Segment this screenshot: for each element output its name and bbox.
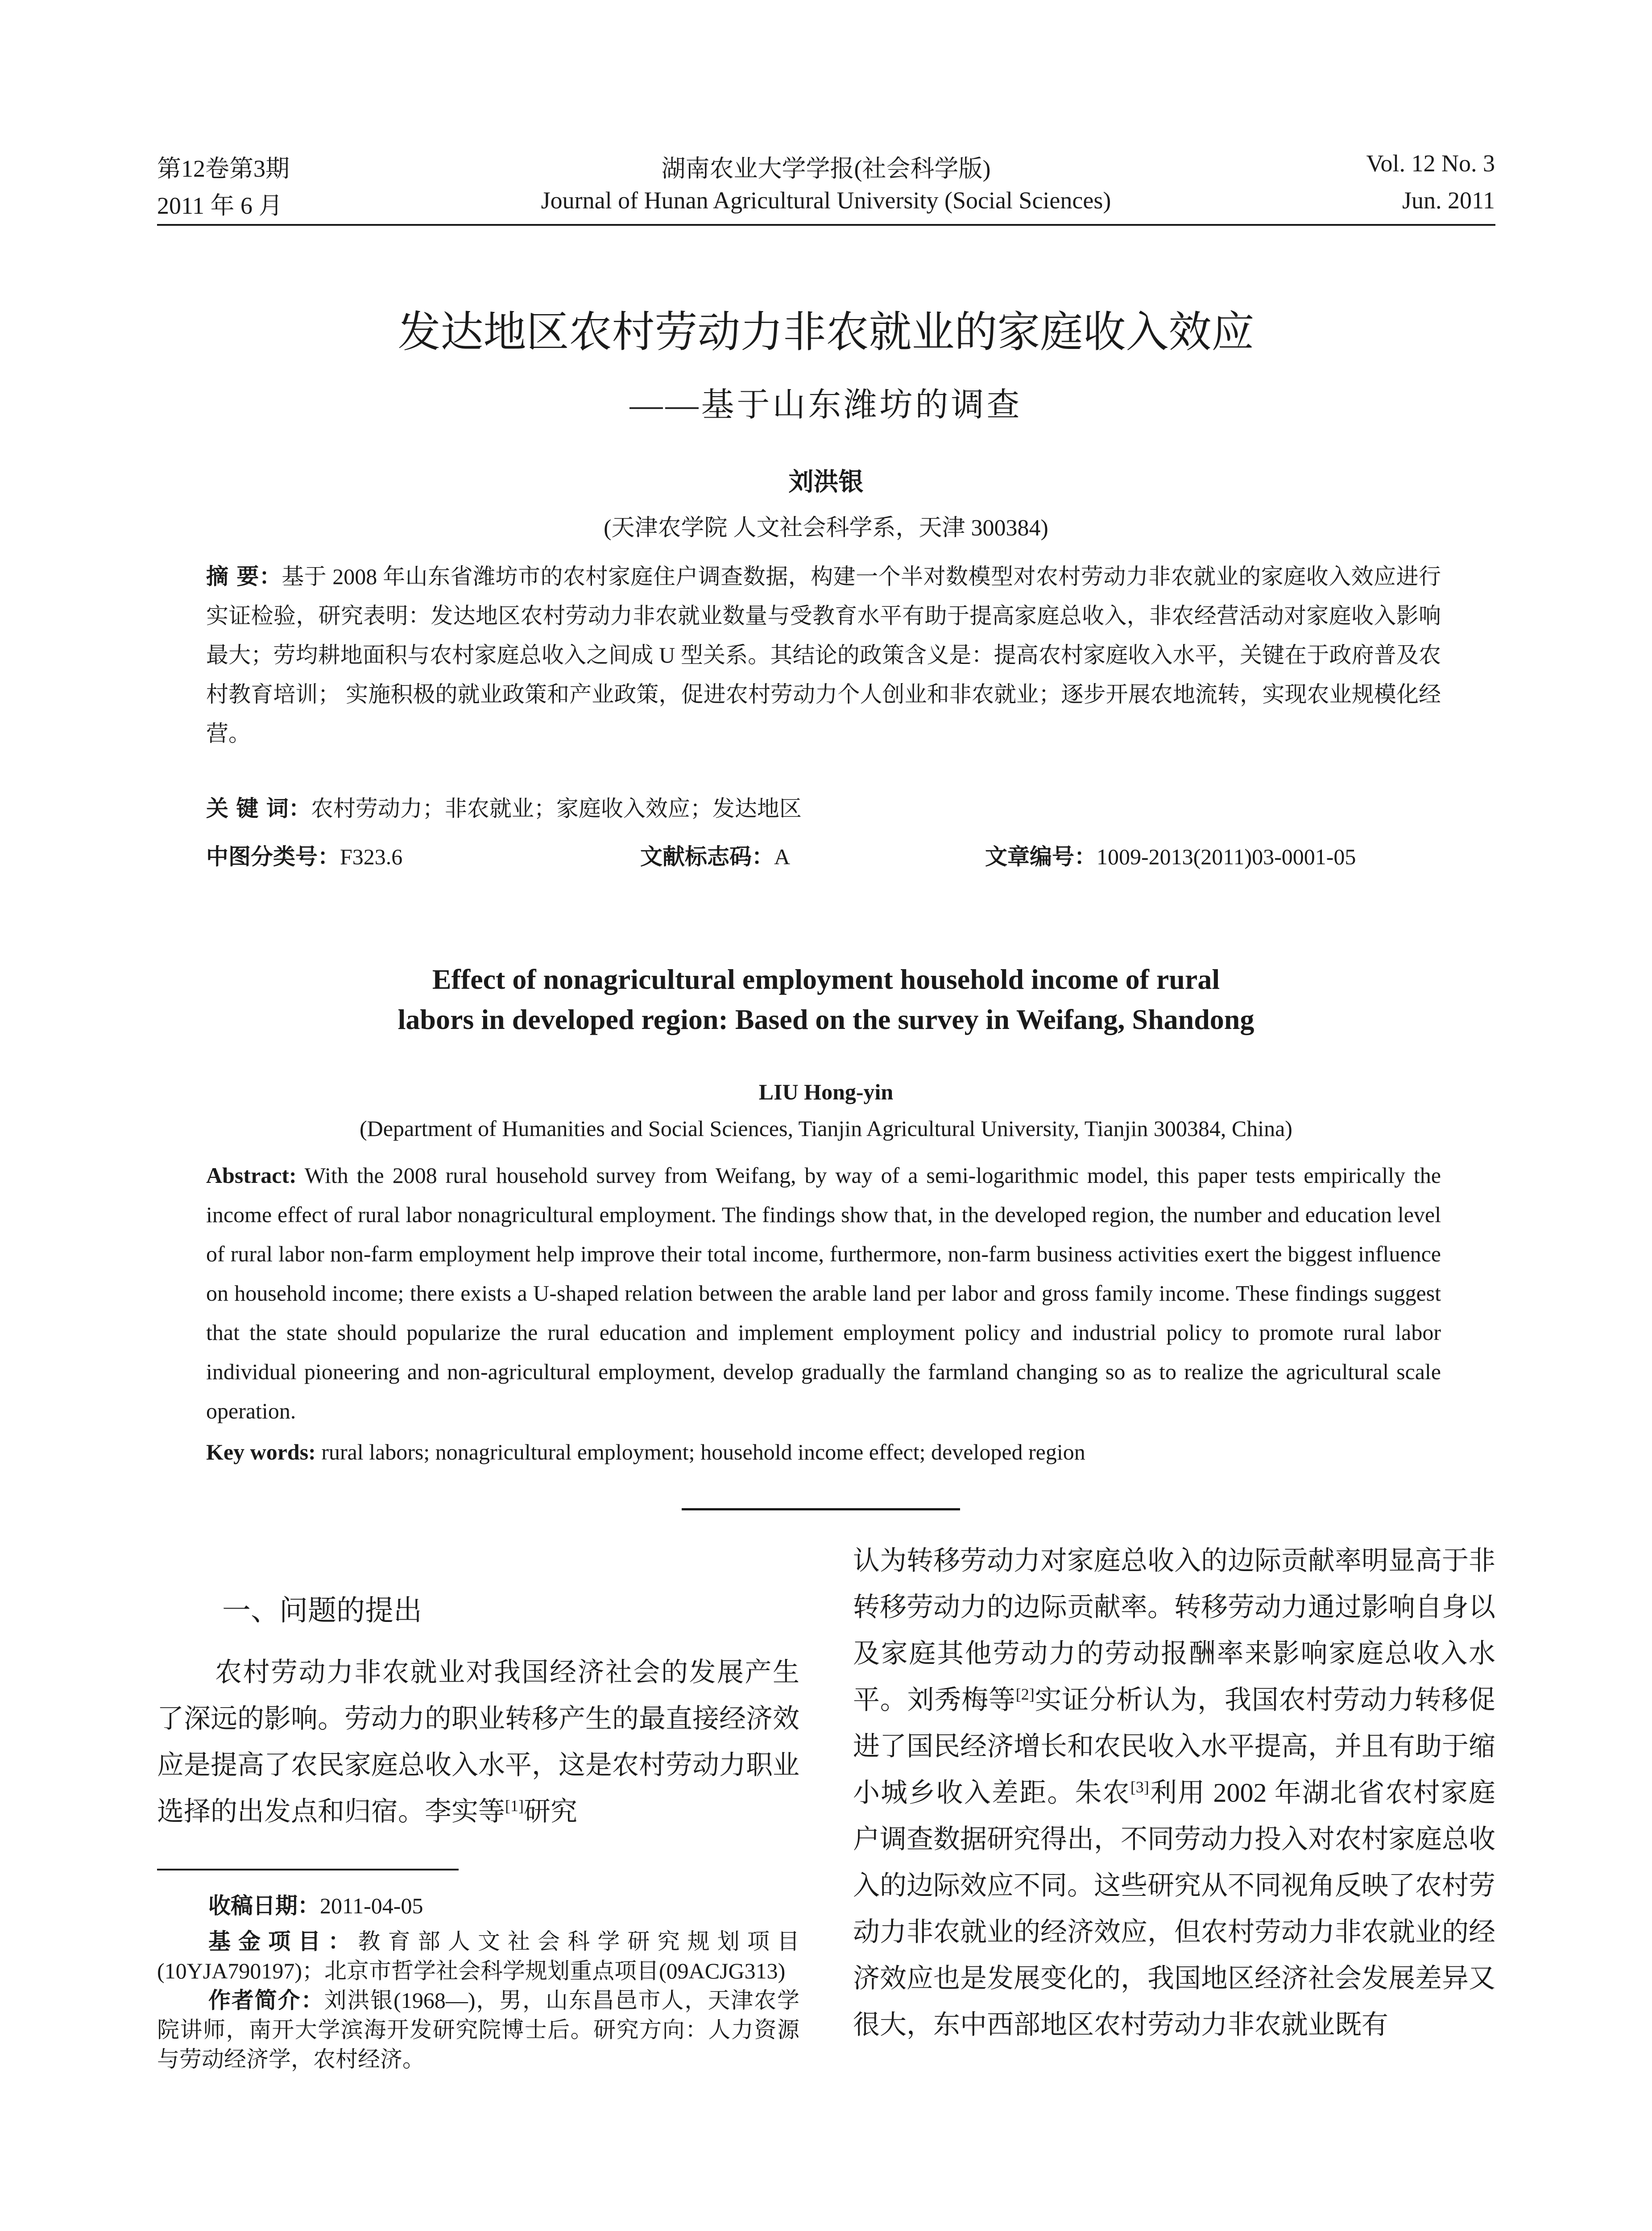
citation-3: [3]	[1130, 1778, 1149, 1796]
article-number-label: 文章编号：	[985, 844, 1097, 870]
right-paragraph-b: 实证分析认为，我国农村劳动力转移促进了国民经济增长和农民收入水平提高，并且有助于缩小城乡收入差距。朱农	[853, 1685, 1496, 1808]
affiliation-en: (Department of Humanities and Social Sciences, Tianjin Agricultural University, Tianjin 300384, China)	[360, 1116, 1292, 1141]
author-en: LIU Hong-yin	[758, 1079, 894, 1104]
abstract-en-label: Abstract:	[206, 1163, 297, 1188]
header-rule	[157, 224, 1495, 226]
keywords-cn	[206, 791, 802, 823]
footnotes	[157, 1891, 799, 2074]
keywords-en-text: rural labors; nonagricultural employment; household income effect; developed region	[315, 1439, 1085, 1464]
abstract-en-text: With the 2008 rural household survey from Weifang, by way of a semi-logarithmic model, this paper tests empirically the income effect of rural labor nonagricultural employment. The findings show that, in the developed region, the number and education level of rural labor non-farm employment help improve their total income, furthermore, non-farm business activities exert the biggest influence on household income; there exists a U-shaped relation between the arable land per labor and gross family income. These findings suggest that the state should popularize the rural education and implement employment policy and industrial policy to promote rural labor individual pioneering and non-agricultural employment, develop gradually the farmland changing so as to realize the agricultural scale operation.	[206, 1163, 1441, 1423]
keywords-cn-label: 关 键 词：	[206, 796, 311, 821]
right-paragraph-c: 利用 2002 年湖北省农村家庭户调查数据研究得出，不同劳动力投入对农村家庭总收入的边际效应不同。这些研究从不同视角反映了农村劳动力非农就业的经济效应，但农村劳动力非农就业的经济效应也是发展变化的，我国地区经济社会发展差异又很大，东中西部地区农村劳动力非农就业既有	[853, 1778, 1496, 2040]
footnote-author	[157, 1986, 799, 2074]
right-column-paragraph	[853, 1538, 1495, 2048]
left-paragraph-end: 研究	[523, 1797, 577, 1826]
abstract-cn-text: 基于 2008 年山东省潍坊市的农村家庭住户调查数据，构建一个半对数模型对农村劳动力非农就业的家庭收入效应进行实证检验，研究表明：发达地区农村劳动力非农就业数量与受教育水平有助于提高家庭总收入，非农经营活动对家庭收入影响最大；劳均耕地面积与农村家庭总收入之间成 U 型关系。其结论的政策含义是：提高农村家庭收入水平，关键在于政府普及农村教育培训； 实施积极的就业政策和产业政策，促进农村劳动力个人创业和非农就业；逐步开展农地流转，实现农业规模化经营。	[206, 564, 1441, 746]
abstract-cn-label: 摘 要：	[206, 564, 282, 589]
author-cn: 刘洪银	[788, 468, 864, 497]
received-value: 2011-04-05	[320, 1893, 423, 1918]
document-code-value: A	[774, 844, 791, 869]
document-code-label: 文献标志码：	[640, 844, 774, 870]
title-en-line2: labors in developed region: Based on the survey in Weifang, Shandong	[397, 1004, 1255, 1035]
header-volume-en: Vol. 12 No. 3	[1366, 150, 1495, 177]
separator-rule	[682, 1508, 960, 1510]
citation-2: [2]	[1015, 1685, 1035, 1703]
section-heading: 一、问题的提出	[222, 1594, 422, 1627]
header-volume-issue: 第12卷第3期	[157, 155, 290, 182]
header-date-cn: 2011 年 6 月	[157, 192, 283, 219]
document-code	[640, 839, 790, 871]
header-journal-en: Journal of Hunan Agricultural University (Social Sciences)	[541, 187, 1111, 214]
abstract-en	[206, 1156, 1441, 1431]
author-bio-label: 作者简介：	[208, 1987, 324, 2013]
fund-label: 基金项目：	[208, 1928, 358, 1954]
header-date-en: Jun. 2011	[1402, 187, 1495, 214]
clc-label: 中图分类号：	[206, 844, 340, 870]
title-cn: 发达地区农村劳动力非农就业的家庭收入效应	[397, 307, 1255, 357]
footnote-fund	[157, 1927, 799, 1986]
clc-value: F323.6	[340, 844, 403, 869]
citation-1: [1]	[505, 1797, 524, 1815]
title-en	[0, 959, 1652, 1040]
affiliation-cn: (天津农学院 人文社会科学系，天津 300384)	[604, 515, 1048, 541]
fund-value: 教育部人文社会科学研究规划项目(10YJA790197)；北京市哲学社会科学规划重点项目(09ACJG313)	[157, 1929, 800, 1983]
article-number-value: 1009-2013(2011)03-0001-05	[1097, 844, 1356, 869]
left-paragraph-text: 农村劳动力非农就业对我国经济社会的发展产生了深远的影响。劳动力的职业转移产生的最直接经济效应是提高了农民家庭总收入水平，这是农村劳动力职业选择的出发点和归宿。李实等	[157, 1658, 799, 1826]
subtitle-cn: ——基于山东潍坊的调查	[629, 387, 1023, 423]
header-journal-cn: 湖南农业大学学报(社会科学版)	[661, 155, 991, 182]
right-paragraph-a: 认为转移劳动力对家庭总收入的边际贡献率明显高于非转移劳动力的边际贡献率。转移劳动力通过影响自身以及家庭其他劳动力的劳动报酬率来影响家庭总收入水平。刘秀梅等	[853, 1546, 1495, 1715]
clc-number	[206, 839, 402, 871]
title-en-line1: Effect of nonagricultural employment household income of rural	[432, 963, 1220, 995]
left-column-paragraph	[157, 1649, 799, 1835]
keywords-en	[206, 1439, 1085, 1465]
article-number	[985, 839, 1356, 871]
received-label: 收稿日期：	[208, 1893, 320, 1919]
author-bio-value: 刘洪银(1968—)，男，山东昌邑市人，天津农学院讲师，南开大学滨海开发研究院博士后。研究方向：人力资源与劳动经济学，农村经济。	[157, 1988, 799, 2072]
keywords-cn-text: 农村劳动力；非农就业；家庭收入效应；发达地区	[311, 796, 802, 821]
keywords-en-label: Key words:	[206, 1439, 316, 1464]
abstract-cn	[206, 557, 1441, 753]
footnote-rule	[157, 1869, 459, 1870]
footnote-received	[157, 1891, 799, 1920]
